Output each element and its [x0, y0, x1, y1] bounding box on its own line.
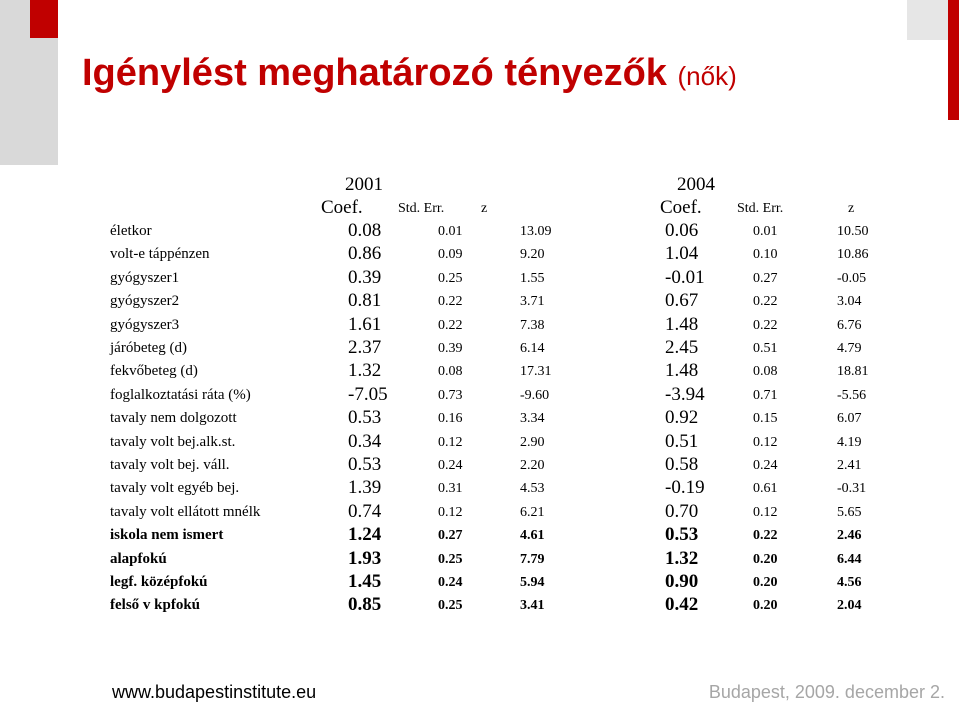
cell-se-2001: 0.09 — [438, 247, 463, 262]
cell-z-2004: 4.19 — [837, 435, 862, 450]
cell-z-2004: 18.81 — [837, 364, 869, 379]
cell-se-2004: 0.51 — [753, 341, 778, 356]
cell-se-2001: 0.31 — [438, 481, 463, 496]
cell-coef-2004: 1.32 — [665, 548, 699, 569]
row-label: tavaly volt bej.alk.st. — [110, 434, 236, 450]
cell-z-2001: 1.55 — [520, 271, 545, 286]
cell-coef-2004: 0.51 — [665, 431, 699, 452]
cell-z-2004: 5.65 — [837, 505, 862, 520]
cell-z-2001: 3.41 — [520, 598, 545, 613]
cell-z-2001: 4.53 — [520, 481, 545, 496]
cell-z-2001: 7.79 — [520, 552, 545, 567]
cell-se-2001: 0.01 — [438, 224, 463, 239]
cell-z-2004: 2.04 — [837, 598, 862, 613]
col-se-2004: Std. Err. — [737, 201, 784, 216]
row-label: alapfokú — [110, 551, 167, 567]
cell-z-2001: 3.34 — [520, 411, 545, 426]
cell-coef-2004: 2.45 — [665, 337, 699, 358]
cell-coef-2001: 0.86 — [348, 243, 382, 264]
cell-z-2001: 5.94 — [520, 575, 545, 590]
year-2004: 2004 — [677, 174, 715, 195]
title-sub: (nők) — [677, 61, 737, 91]
cell-se-2004: 0.71 — [753, 388, 778, 403]
cell-z-2001: 2.20 — [520, 458, 545, 473]
cell-coef-2004: 0.58 — [665, 454, 699, 475]
cell-se-2004: 0.08 — [753, 364, 778, 379]
cell-z-2004: -0.31 — [837, 481, 867, 496]
cell-z-2004: 4.79 — [837, 341, 862, 356]
page-title — [82, 52, 737, 95]
cell-coef-2004: -0.19 — [665, 477, 705, 498]
cell-z-2001: 7.38 — [520, 318, 545, 333]
cell-se-2004: 0.61 — [753, 481, 778, 496]
col-coef-2004: Coef. — [660, 197, 702, 218]
cell-z-2004: 10.50 — [837, 224, 869, 239]
cell-coef-2001: 0.85 — [348, 594, 382, 615]
cell-z-2004: 3.04 — [837, 294, 862, 309]
cell-z-2001: 3.71 — [520, 294, 545, 309]
cell-coef-2001: 0.08 — [348, 220, 382, 241]
cell-se-2004: 0.20 — [753, 575, 778, 590]
cell-coef-2001: 0.74 — [348, 501, 382, 522]
footer-date: Budapest, 2009. december 2. — [708, 682, 945, 702]
cell-coef-2001: -7.05 — [348, 384, 388, 405]
cell-se-2001: 0.22 — [438, 294, 463, 309]
cell-z-2004: 4.56 — [837, 575, 862, 590]
cell-coef-2004: 0.42 — [665, 594, 699, 615]
cell-se-2004: 0.20 — [753, 552, 778, 567]
row-label: gyógyszer1 — [110, 270, 180, 286]
footer-website: www.budapestinstitute.eu — [112, 682, 317, 702]
cell-z-2001: 17.31 — [520, 364, 552, 379]
row-label: foglalkoztatási ráta (%) — [110, 387, 251, 403]
cell-z-2001: -9.60 — [520, 388, 550, 403]
cell-coef-2004: 1.48 — [665, 360, 699, 381]
cell-coef-2001: 2.37 — [348, 337, 382, 358]
cell-coef-2001: 1.93 — [348, 548, 382, 569]
cell-coef-2004: 0.53 — [665, 524, 699, 545]
cell-z-2004: -0.05 — [837, 271, 867, 286]
cell-coef-2001: 1.45 — [348, 571, 382, 592]
cell-se-2004: 0.22 — [753, 294, 778, 309]
cell-se-2004: 0.15 — [753, 411, 778, 426]
decor-corner-red — [948, 0, 959, 120]
cell-z-2001: 9.20 — [520, 247, 545, 262]
row-label: tavaly volt egyéb bej. — [110, 480, 240, 496]
row-label: iskola nem ismert — [110, 527, 224, 543]
cell-se-2001: 0.73 — [438, 388, 463, 403]
cell-z-2004: 6.76 — [837, 318, 862, 333]
row-label: gyógyszer3 — [110, 317, 180, 333]
cell-coef-2004: -3.94 — [665, 384, 705, 405]
cell-coef-2001: 0.53 — [348, 454, 382, 475]
cell-coef-2001: 1.32 — [348, 360, 382, 381]
cell-se-2001: 0.08 — [438, 364, 463, 379]
cell-coef-2004: 0.90 — [665, 571, 699, 592]
col-z-2004: z — [848, 201, 855, 216]
cell-se-2004: 0.24 — [753, 458, 778, 473]
row-label: legf. középfokú — [110, 574, 208, 590]
cell-z-2001: 13.09 — [520, 224, 552, 239]
cell-se-2001: 0.25 — [438, 552, 463, 567]
cell-z-2004: 10.86 — [837, 247, 869, 262]
cell-coef-2001: 0.34 — [348, 431, 382, 452]
col-z-2001: z — [481, 201, 488, 216]
cell-coef-2004: 1.04 — [665, 243, 699, 264]
cell-coef-2004: 0.92 — [665, 407, 699, 428]
row-label: tavaly nem dolgozott — [110, 410, 237, 426]
cell-z-2004: -5.56 — [837, 388, 867, 403]
cell-se-2001: 0.24 — [438, 575, 463, 590]
cell-z-2004: 6.44 — [837, 552, 862, 567]
cell-z-2001: 6.14 — [520, 341, 545, 356]
cell-se-2001: 0.12 — [438, 505, 463, 520]
decor-red-block — [30, 0, 58, 38]
cell-coef-2001: 0.39 — [348, 267, 382, 288]
cell-z-2001: 2.90 — [520, 435, 545, 450]
cell-coef-2001: 1.24 — [348, 524, 382, 545]
title-main: Igénylést meghatározó tényezők — [82, 52, 667, 94]
cell-z-2004: 2.46 — [837, 528, 862, 543]
cell-se-2001: 0.25 — [438, 271, 463, 286]
row-label: tavaly volt ellátott mnélk — [110, 504, 261, 520]
cell-z-2004: 2.41 — [837, 458, 862, 473]
row-label: életkor — [110, 223, 152, 239]
row-label: járóbeteg (d) — [110, 340, 188, 356]
cell-coef-2001: 0.81 — [348, 290, 382, 311]
cell-z-2001: 6.21 — [520, 505, 545, 520]
row-label: fekvőbeteg (d) — [110, 363, 198, 379]
cell-coef-2004: 1.48 — [665, 314, 699, 335]
col-coef-2001: Coef. — [321, 197, 363, 218]
cell-coef-2004: 0.67 — [665, 290, 699, 311]
cell-se-2004: 0.22 — [753, 318, 778, 333]
row-label: gyógyszer2 — [110, 293, 180, 309]
cell-se-2004: 0.12 — [753, 435, 778, 450]
cell-se-2001: 0.12 — [438, 435, 463, 450]
col-se-2001: Std. Err. — [398, 201, 445, 216]
cell-se-2001: 0.16 — [438, 411, 463, 426]
cell-se-2001: 0.24 — [438, 458, 463, 473]
cell-se-2004: 0.20 — [753, 598, 778, 613]
cell-se-2004: 0.12 — [753, 505, 778, 520]
cell-coef-2004: 0.06 — [665, 220, 699, 241]
year-2001: 2001 — [345, 174, 383, 195]
cell-z-2004: 6.07 — [837, 411, 862, 426]
cell-se-2001: 0.25 — [438, 598, 463, 613]
cell-se-2004: 0.01 — [753, 224, 778, 239]
cell-coef-2004: 0.70 — [665, 501, 699, 522]
cell-se-2004: 0.22 — [753, 528, 778, 543]
cell-z-2001: 4.61 — [520, 528, 545, 543]
row-label: volt-e táppénzen — [110, 246, 210, 262]
row-label: tavaly volt bej. váll. — [110, 457, 230, 473]
cell-se-2001: 0.39 — [438, 341, 463, 356]
cell-se-2004: 0.27 — [753, 271, 778, 286]
cell-coef-2001: 1.39 — [348, 477, 382, 498]
cell-se-2004: 0.10 — [753, 247, 778, 262]
cell-se-2001: 0.27 — [438, 528, 463, 543]
cell-coef-2004: -0.01 — [665, 267, 705, 288]
cell-se-2001: 0.22 — [438, 318, 463, 333]
row-label: felső v kpfokú — [110, 597, 201, 613]
cell-coef-2001: 0.53 — [348, 407, 382, 428]
cell-coef-2001: 1.61 — [348, 314, 382, 335]
